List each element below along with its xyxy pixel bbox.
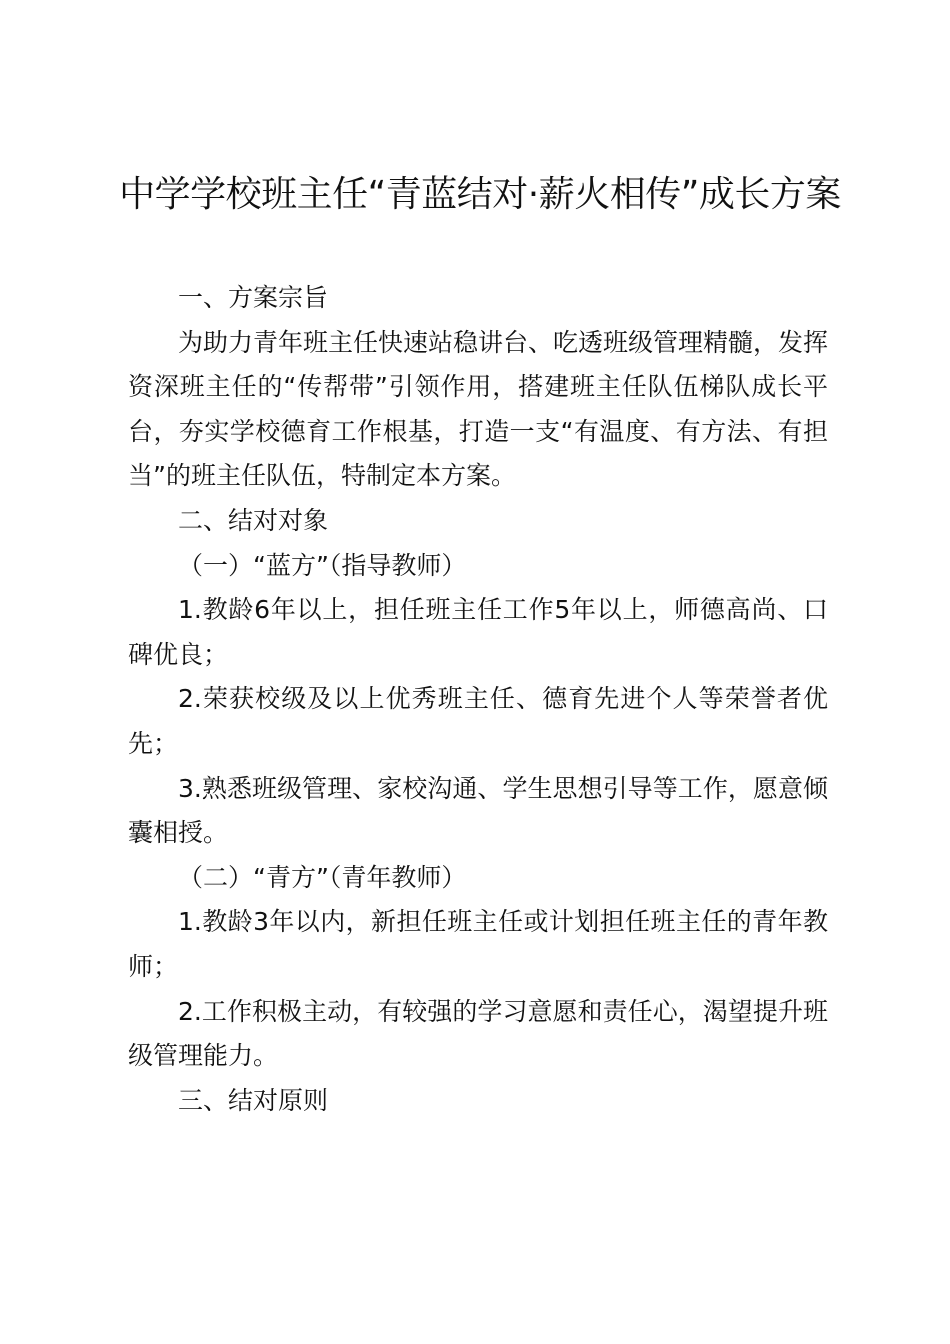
subsection-heading: （一）“蓝方”（指导教师） <box>178 550 467 580</box>
paragraph: 为助力青年班主任快速站稳讲台、吃透班级管理精髓，发挥资深班主任的“传帮带”引领作用，搭建班主任队伍梯队成长平台，夯实学校德育工作根基，打造一支“有温度、有方法、有担当”的班主任队伍，特制定本方案。 <box>128 327 829 491</box>
list-item: 2.荣获校级及以上优秀班主任、德育先进个人等荣誉者优先； <box>128 684 828 758</box>
document-body <box>128 276 828 1123</box>
subsection-heading: （二）“青方”（青年教师） <box>178 862 467 892</box>
section-heading: 二、结对对象 <box>178 505 329 535</box>
list-item: 2.工作积极主动，有较强的学习意愿和责任心，渴望提升班级管理能力。 <box>128 996 828 1071</box>
list-item: 1.教龄3年以内，新担任班主任或计划担任班主任的青年教师； <box>128 907 828 981</box>
list-item: 3.熟悉班级管理、家校沟通、学生思想引导等工作，愿意倾囊相授。 <box>128 773 828 848</box>
section-heading: 一、方案宗旨 <box>178 283 329 312</box>
document-title: 中学学校班主任“青蓝结对·薪火相传”成长方案 <box>119 174 841 215</box>
list-item: 1.教龄6年以上，担任班主任工作5年以上，师德高尚、口碑优良； <box>128 595 828 669</box>
section-heading: 三、结对原则 <box>178 1085 329 1115</box>
